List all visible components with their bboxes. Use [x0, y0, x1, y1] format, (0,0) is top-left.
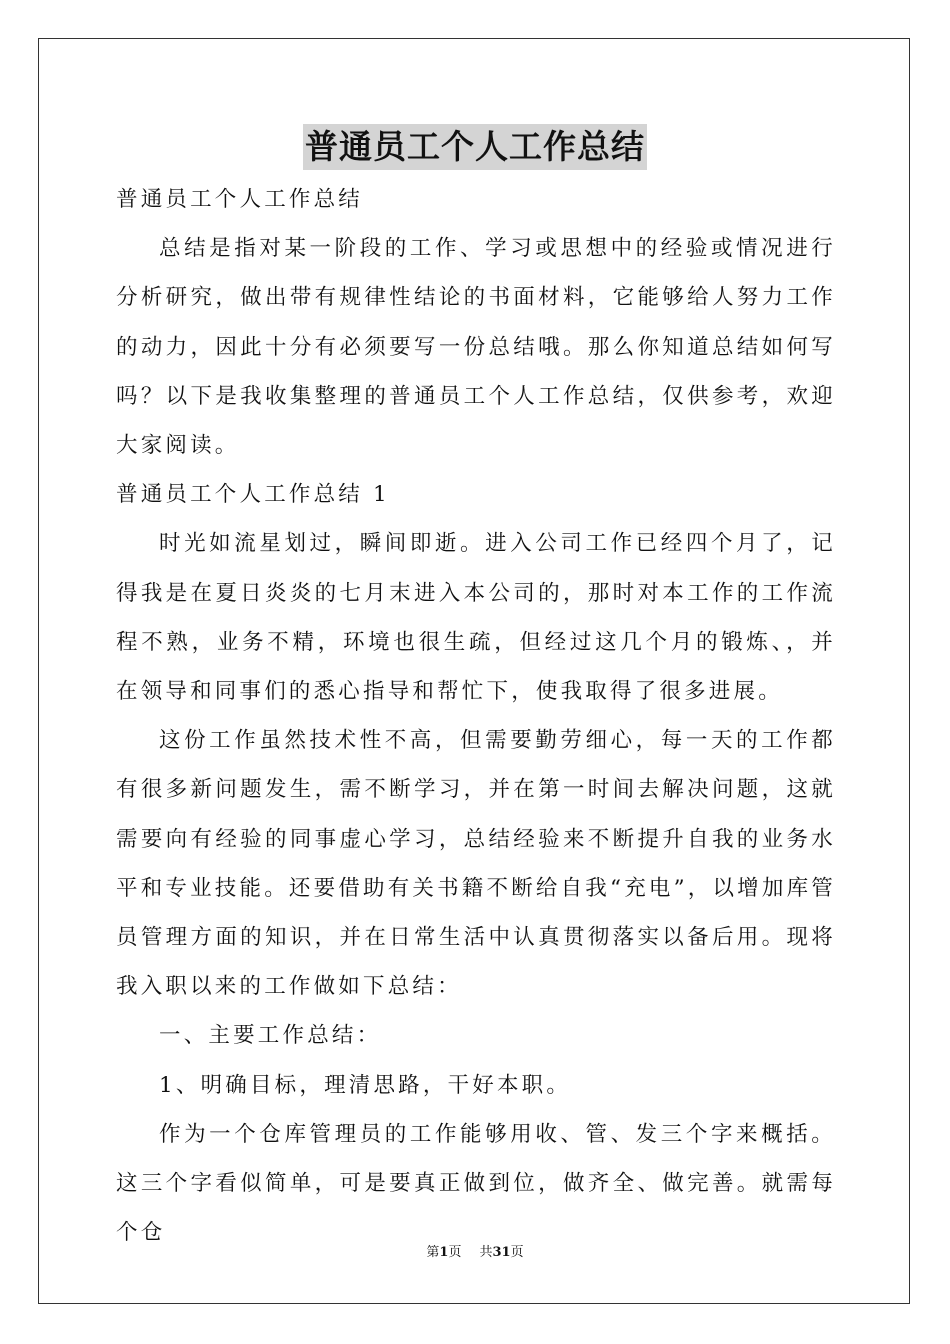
paragraph: 这份工作虽然技术性不高，但需要勤劳细心，每一天的工作都有很多新问题发生，需不断学习，并在第一时间去解决问题，这就需要向有经验的同事虚心学习，总结经验来不断提升自我的业务水平和专业技能。还要借助有关书籍不断给自我“充电”，以增加库管员管理方面的知识，并在日常生活中认真贯彻落实以备后用。现将我入职以来的工作做如下总结：	[116, 728, 836, 1000]
paragraph: 时光如流星划过，瞬间即逝。进入公司工作已经四个月了，记得我是在夏日炎炎的七月末进入本公司的，那时对本工作的工作流程不熟，业务不精，环境也很生疏，但经过这几个月的锻炼、，并在领导和同事们的悉心指导和帮忙下，使我取得了很多进展。	[116, 531, 836, 705]
paragraph: 1、明确目标，理清思路，干好本职。	[159, 1072, 572, 1098]
document-body	[116, 175, 836, 1257]
total-suffix: 页	[510, 1245, 524, 1260]
paragraph: 普通员工个人工作总结	[116, 187, 364, 212]
page-prefix: 第	[426, 1245, 440, 1260]
page-total: 31	[492, 1245, 511, 1260]
page-footer	[0, 1244, 950, 1262]
page-current: 1	[439, 1245, 449, 1260]
document-title: 普通员工个人工作总结	[303, 124, 647, 170]
paragraph: 总结是指对某一阶段的工作、学习或思想中的经验或情况进行分析研究，做出带有规律性结论的书面材料，它能够给人努力工作的动力，因此十分有必须要写一份总结哦。那么你知道总结如何写吗？以下是我收集整理的普通员工个人工作总结，仅供参考，欢迎大家阅读。	[116, 236, 836, 459]
paragraph: 一、主要工作总结：	[159, 1023, 382, 1049]
total-prefix: 共	[479, 1245, 493, 1260]
title-container	[0, 124, 950, 170]
paragraph: 作为一个仓库管理员的工作能够用收、管、发三个字来概括。这三个字看似简单，可是要真正做到位，做齐全、做完善。就需每个仓	[116, 1121, 836, 1246]
page-suffix: 页	[448, 1245, 462, 1260]
section-heading: 普通员工个人工作总结 1	[116, 482, 390, 508]
